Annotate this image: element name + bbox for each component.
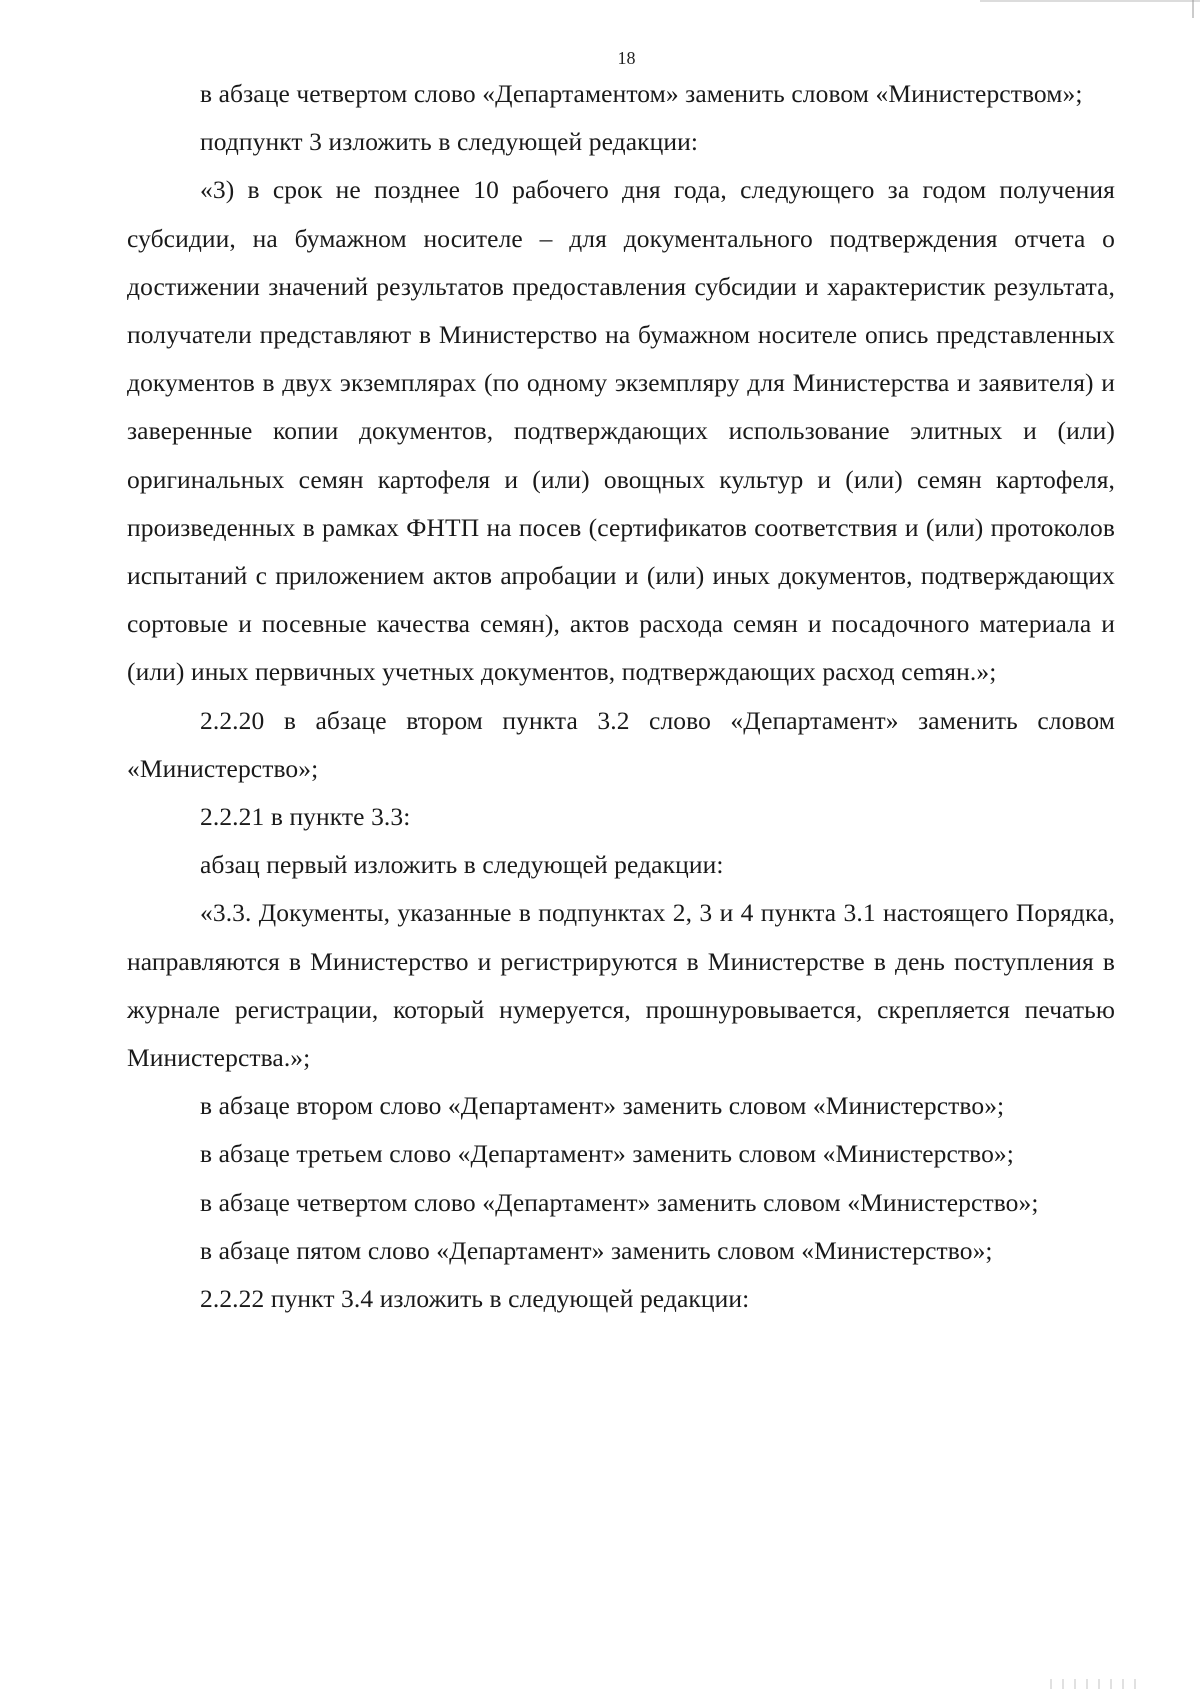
paragraph: 2.2.21 в пункте 3.3: bbox=[200, 802, 411, 832]
paragraph: «3.3. Документы, указанные в подпунктах 2, 3 и 4 пункта 3.1 настоящего Порядка, направляются в Министерство и регистрируются в Министерстве в день поступления в журнале регистрации, который нумеруется, прошнуровывается, скрепляется печатью Министерства.»; bbox=[127, 898, 1115, 1073]
paragraph: в абзаце третьем слово «Департамент» заменить словом «Министерство»; bbox=[200, 1139, 1014, 1169]
paragraph: 2.2.22 пункт 3.4 изложить в следующей редакции: bbox=[200, 1284, 750, 1314]
paragraph: подпункт 3 изложить в следующей редакции: bbox=[200, 127, 699, 157]
page-number: 18 bbox=[617, 48, 636, 68]
paragraph: в абзаце пятом слово «Департамент» заменить словом «Министерство»; bbox=[200, 1235, 993, 1265]
paragraph: в абзаце втором слово «Департамент» заменить словом «Министерство»; bbox=[200, 1091, 1005, 1121]
paragraph: «3) в срок не позднее 10 рабочего дня года, следующего за годом получения субсидии, на бумажном носителе – для документального подтверждения отчета о достижении значений результатов предоставления субсидии и характеристик результата, получатели представляют в Министерство на бумажном носителе опись представленных документов в двух экземплярах (по одному экземпляру для Министерства и заявителя) и заверенные копии документов, подтверждающих использование элитных и (или) оригинальных семян картофеля и (или) овощных культур и (или) семян картофеля, произведенных в рамках ФНТП на посев (сертификатов соответствия и (или) протоколов испытаний с приложением актов апробации и (или) иных документов, подтверждающих сортовые и посевные качества семян), актов расхода семян и посадочного материала и (или) иных первичных учетных документов, подтверждающих расход сеmян.»; bbox=[127, 175, 1115, 687]
paragraph: в абзаце четвертом слово «Департаментом» заменить словом «Министерством»; bbox=[200, 79, 1083, 108]
scan-edge-artifact bbox=[980, 0, 1200, 2]
scan-edge-artifact bbox=[1192, 0, 1194, 18]
paragraph: в абзаце четвертом слово «Департамент» заменить словом «Министерство»; bbox=[200, 1187, 1039, 1217]
paragraph: 2.2.20 в абзаце втором пункта 3.2 слово «Департамент» заменить словом «Министерство»; bbox=[127, 705, 1115, 783]
document-body bbox=[127, 70, 1115, 1323]
paragraph: абзац первый изложить в следующей редакции: bbox=[200, 850, 724, 880]
scan-edge-artifact bbox=[1050, 1679, 1140, 1689]
